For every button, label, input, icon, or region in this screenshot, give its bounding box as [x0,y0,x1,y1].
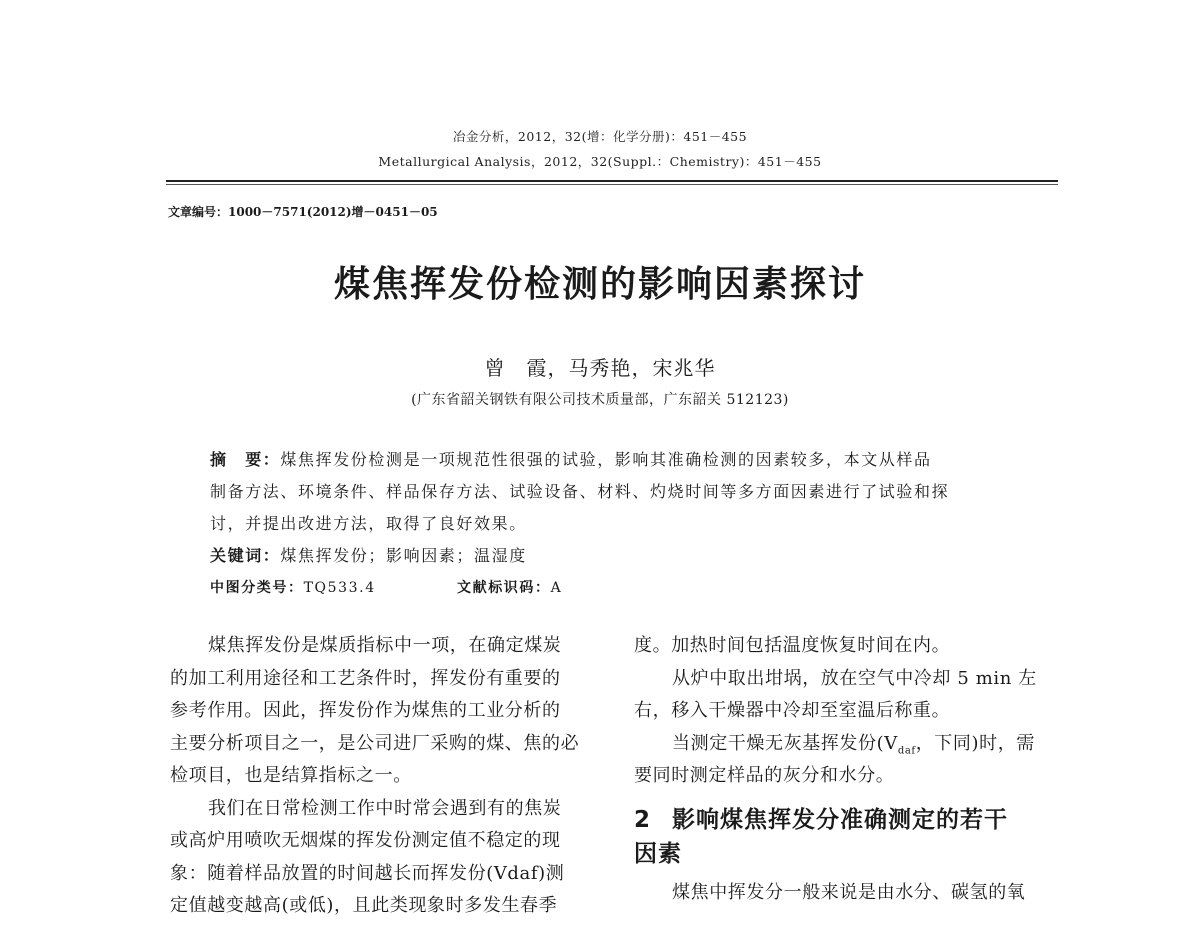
abstract [210,444,1025,540]
clc-label: 中图分类号： [210,580,304,596]
abstract-label: 摘 要： [210,450,281,469]
header-rule [166,180,1058,182]
body-column-left [170,630,598,923]
body-line: 我们在日常检测工作中时常会遇到有的焦炭 [208,797,562,819]
body-line: 从炉中取出坩埚，放在空气中冷却 5 min 左 [672,667,1037,689]
body-line: 要同时测定样品的灰分和水分。 [634,765,895,786]
abstract-line-2: 制备方法、环境条件、样品保存方法、试验设备、材料、灼烧时间等多方面因素进行了试验和探 [210,482,950,501]
keywords [210,540,1025,572]
journal-citation-en: Metallurgical Analysis，2012，32(Suppl.：Chemistry)：451－455 [378,154,822,169]
body-column-right [634,630,1062,909]
doc-code-label: 文献标识码： [457,580,551,596]
journal-citation-cn: 冶金分析，2012，32(增：化学分册)：451－455 [452,129,748,144]
vdaf-text-pre: 当测定干燥无灰基挥发份(V [672,732,898,754]
clc-value: TQ533.4 [303,580,376,596]
body-line: 参考作用。因此，挥发份作为煤焦的工业分析的 [170,700,561,721]
section-title-line2: 因素 [634,840,682,867]
body-line: 主要分析项目之一，是公司进厂采购的煤、焦的必 [170,732,580,754]
keywords-text: 煤焦挥发份；影响因素；温湿度 [280,546,527,565]
classification [210,572,1025,604]
section-heading [634,803,1062,871]
body-line: 煤焦中挥发分一般来说是由水分、碳氢的氧 [672,881,1026,903]
affiliation: (广东省韶关钢铁有限公司技术质量部，广东韶关 512123) [411,392,789,408]
section-title-line1: 影响煤焦挥发分准确测定的若干 [672,806,1008,833]
section-number: 2 [634,806,652,833]
body-line: 象：随着样品放置的时间越长而挥发份(Vdaf)测 [170,862,565,884]
document-code [457,572,562,604]
body-line: 煤焦挥发份是煤质指标中一项，在确定煤炭 [208,635,562,656]
authors: 曾 霞，马秀艳，宋兆华 [484,356,716,380]
vdaf-subscript: daf [897,745,916,757]
header-rule-thin [166,184,1058,185]
body-line: 检项目，也是结算指标之一。 [170,765,412,786]
body-line: 定值越变越高(或低)，且此类现象时多发生春季 [170,895,558,916]
body-line: 度。加热时间包括温度恢复时间在内。 [634,635,951,656]
article-number: 文章编号：1000－7571(2012)增－0451－05 [168,205,438,219]
abstract-line-3: 讨，并提出改进方法，取得了良好效果。 [210,514,527,533]
body-line: 右，移入干燥器中冷却至室温后称重。 [634,700,951,721]
abstract-text: 煤焦挥发份检测是一项规范性很强的试验，影响其准确检测的因素较多，本文从样品 [280,450,932,469]
keywords-label: 关键词： [210,546,281,565]
body-line: 或高炉用喷吹无烟煤的挥发份测定值不稳定的现 [170,830,561,851]
doc-code-value: A [550,580,563,596]
body-line: 的加工利用途径和工艺条件时，挥发份有重要的 [170,667,561,689]
abstract-line-1 [210,444,1025,476]
body-line-vdaf [634,728,1062,761]
vdaf-text-post: ，下同)时，需 [915,732,1035,754]
paper-title: 煤焦挥发份检测的影响因素探讨 [333,264,866,305]
